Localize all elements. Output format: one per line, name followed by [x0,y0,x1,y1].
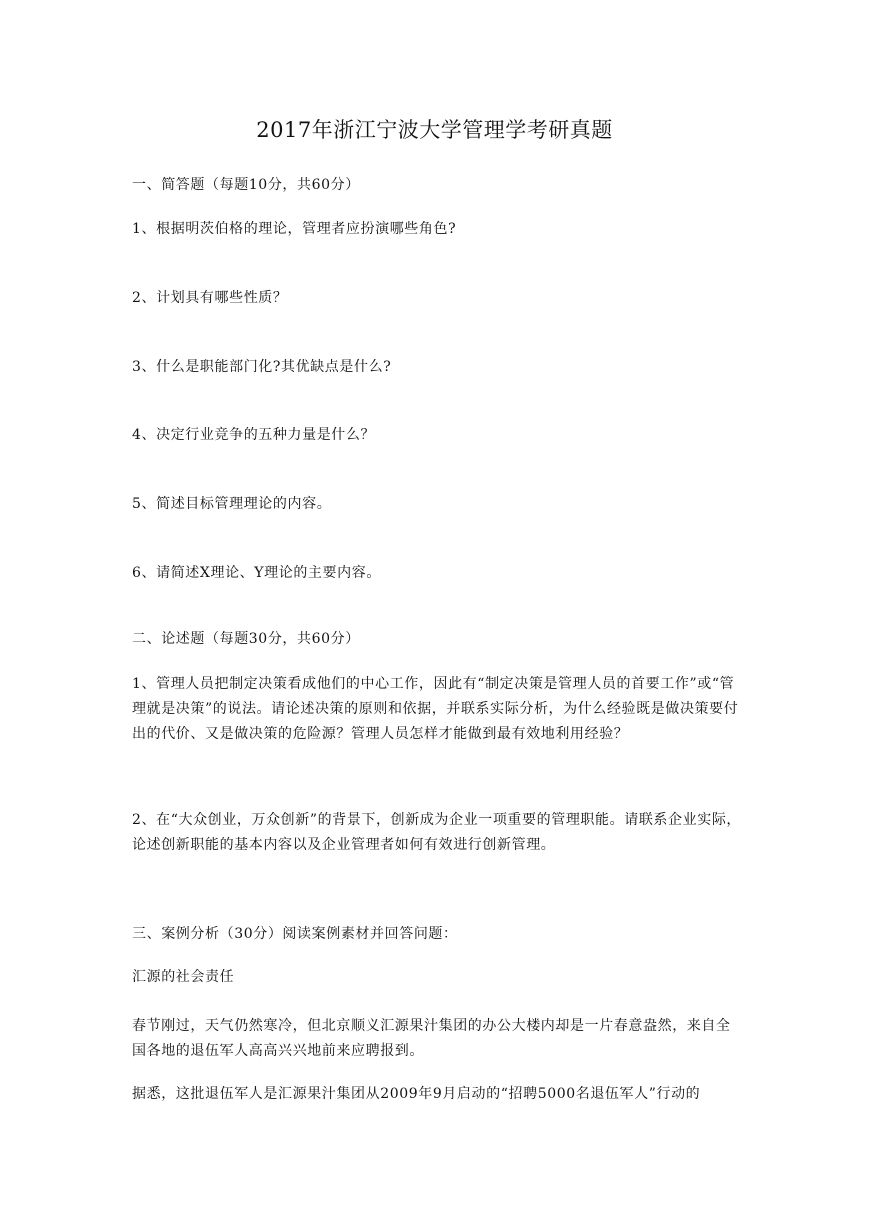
section-2-heading: 二、论述题（每题30分，共60分） [132,631,360,647]
section-1-heading: 一、简答题（每题10分，共60分） [132,177,360,193]
question-text: 1、根据明茨伯格的理论，管理者应扮演哪些角色? [132,221,457,237]
case-paragraph: 春节刚过，天气仍然寒冷，但北京顺义汇源果汁集团的办公大楼内却是一片春意盎然，来自全国各地的退伍军人高高兴兴地前来应聘报到。 [132,1018,731,1059]
question-text: 6、请简述X理论、Y理论的主要内容。 [132,565,381,581]
section-3-heading: 三、案例分析（30分）阅读案例素材并回答问题： [132,926,458,942]
page-title: 2017年浙江宁波大学管理学考研真题 [256,118,613,142]
question-text: 3、什么是职能部门化?其优缺点是什么? [132,359,392,375]
question-text: 4、决定行业竞争的五种力量是什么？ [132,427,376,443]
question-text: 2、计划具有哪些性质？ [132,290,288,306]
essay-question: 2、在“大众创业，万众创新”的背景下，创新成为企业一项重要的管理职能。请联系企业实际，论述创新职能的基本内容以及企业管理者如何有效进行创新管理。 [132,812,742,853]
question-text: 5、简述目标管理理论的内容。 [132,496,332,512]
essay-question: 1、管理人员把制定决策看成他们的中心工作，因此有“制定决策是管理人员的首要工作”或“管理就是决策”的说法。请论述决策的原则和依据，并联系实际分析，为什么经验既是做决策要付出的代价、又是做决策的危险源？管理人员怎样才能做到最有效地利用经验？ [132,676,739,742]
case-paragraph: 据悉，这批退伍军人是汇源果汁集团从2009年9月启动的“招聘5000名退伍军人”行动的 [132,1086,701,1102]
case-title: 汇源的社会责任 [132,969,235,985]
